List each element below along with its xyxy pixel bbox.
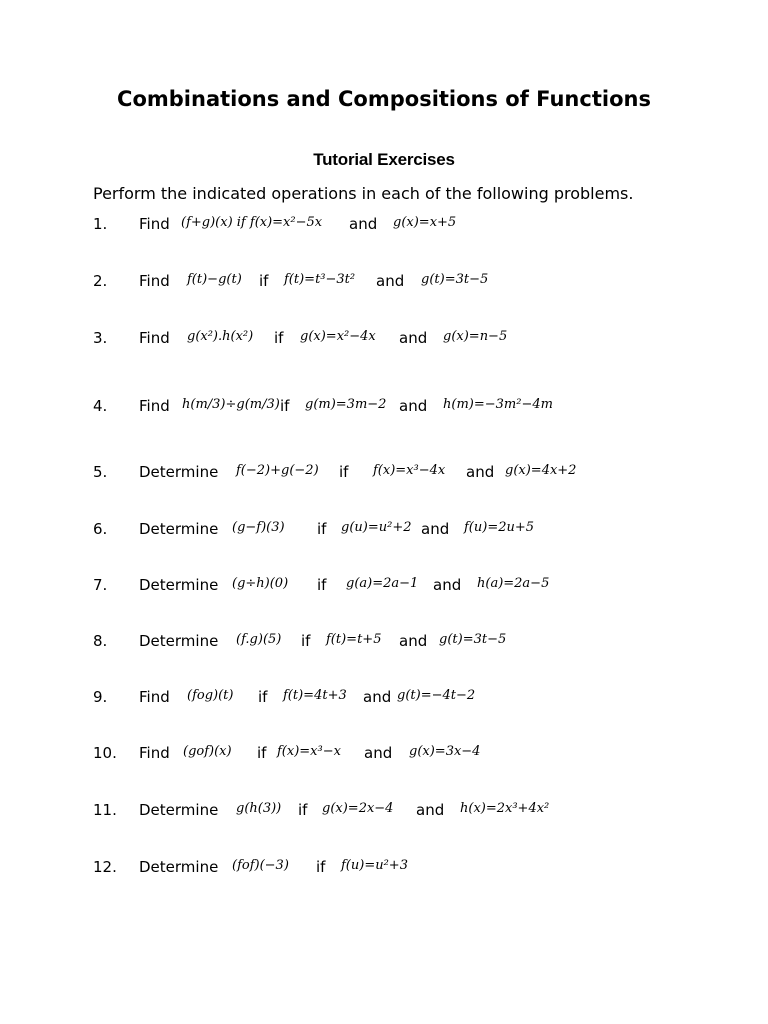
problem-expression: g(x)=x+5 xyxy=(393,215,457,230)
problem-expression: g(x)=3x−4 xyxy=(409,744,481,759)
connector-word: if xyxy=(274,329,284,347)
problem-number: 5. xyxy=(93,463,108,481)
problem-verb: Determine xyxy=(139,632,219,650)
problem-expression: (f.g)(5) xyxy=(236,632,282,647)
problem-verb: Determine xyxy=(139,463,219,481)
problem-expression: f(t)−g(t) xyxy=(187,272,242,287)
problem-verb: Find xyxy=(139,272,170,290)
connector-word: if xyxy=(280,397,290,415)
connector-word: and xyxy=(364,744,393,762)
problem-expression: h(x)=2x³+4x² xyxy=(460,801,550,816)
problem-expression: g(u)=u²+2 xyxy=(341,520,412,535)
connector-word: if xyxy=(298,801,308,819)
connector-word: if xyxy=(258,688,268,706)
problem-verb: Find xyxy=(139,329,170,347)
problem-expression: g(x²).h(x²) xyxy=(187,329,254,344)
problem-expression: (gof)(x) xyxy=(183,744,232,759)
problem-number: 12. xyxy=(93,858,117,876)
connector-word: if xyxy=(317,576,327,594)
problem-verb: Find xyxy=(139,744,170,762)
problem-number: 4. xyxy=(93,397,108,415)
problem-expression: f(t)=t³−3t² xyxy=(284,272,356,287)
connector-word: if xyxy=(301,632,311,650)
problem-verb: Determine xyxy=(139,520,219,538)
connector-word: if xyxy=(257,744,267,762)
problem-expression: g(x)=n−5 xyxy=(443,329,508,344)
connector-word: and xyxy=(349,215,378,233)
page-subtitle: Tutorial Exercises xyxy=(313,150,455,169)
problem-number: 6. xyxy=(93,520,108,538)
connector-word: if xyxy=(339,463,349,481)
problem-expression: g(x)=4x+2 xyxy=(505,463,577,478)
connector-word: and xyxy=(399,397,428,415)
problem-expression: (g−f)(3) xyxy=(232,520,285,535)
problem-expression: g(t)=3t−5 xyxy=(421,272,489,287)
connector-word: and xyxy=(399,329,428,347)
problem-verb: Determine xyxy=(139,576,219,594)
connector-word: and xyxy=(416,801,445,819)
problem-number: 1. xyxy=(93,215,108,233)
connector-word: if xyxy=(317,520,327,538)
problem-number: 3. xyxy=(93,329,108,347)
problem-expression: h(m/3)÷g(m/3) xyxy=(182,397,280,412)
connector-word: and xyxy=(433,576,462,594)
problem-expression: g(x)=2x−4 xyxy=(322,801,394,816)
problem-verb: Find xyxy=(139,397,170,415)
problem-number: 10. xyxy=(93,744,117,762)
problem-number: 8. xyxy=(93,632,108,650)
connector-word: and xyxy=(466,463,495,481)
problem-verb: Find xyxy=(139,215,170,233)
problem-expression: h(m)=−3m²−4m xyxy=(443,397,553,412)
problem-expression: f(t)=4t+3 xyxy=(283,688,347,703)
problem-expression: (fog)(t) xyxy=(187,688,234,703)
instructions: Perform the indicated operations in each of the following problems. xyxy=(93,184,634,203)
problem-verb: Find xyxy=(139,688,170,706)
problem-expression: f(u)=u²+3 xyxy=(341,858,408,873)
problem-expression: f(x)=x³−4x xyxy=(373,463,446,478)
problem-expression: f(−2)+g(−2) xyxy=(236,463,319,478)
problem-expression: (f+g)(x) if f(x)=x²−5x xyxy=(181,215,323,230)
problem-expression: f(u)=2u+5 xyxy=(464,520,535,535)
problem-number: 9. xyxy=(93,688,108,706)
problem-expression: f(t)=t+5 xyxy=(326,632,382,647)
problem-expression: g(m)=3m−2 xyxy=(305,397,387,412)
page-title: Combinations and Compositions of Functions xyxy=(117,87,651,111)
connector-word: and xyxy=(363,688,392,706)
connector-word: and xyxy=(399,632,428,650)
problem-verb: Determine xyxy=(139,801,219,819)
problem-expression: g(t)=−4t−2 xyxy=(397,688,476,703)
problem-expression: (fof)(−3) xyxy=(232,858,289,873)
problem-number: 7. xyxy=(93,576,108,594)
connector-word: if xyxy=(316,858,326,876)
problem-number: 11. xyxy=(93,801,117,819)
problem-expression: (g÷h)(0) xyxy=(232,576,289,591)
connector-word: and xyxy=(421,520,450,538)
problem-number: 2. xyxy=(93,272,108,290)
problem-expression: g(x)=x²−4x xyxy=(300,329,376,344)
problem-verb: Determine xyxy=(139,858,219,876)
problem-expression: g(a)=2a−1 xyxy=(346,576,419,591)
connector-word: if xyxy=(259,272,269,290)
problem-expression: h(a)=2a−5 xyxy=(477,576,550,591)
connector-word: and xyxy=(376,272,405,290)
problem-expression: g(t)=3t−5 xyxy=(439,632,507,647)
problem-expression: f(x)=x³−x xyxy=(277,744,341,759)
problem-expression: g(h(3)) xyxy=(236,801,282,816)
